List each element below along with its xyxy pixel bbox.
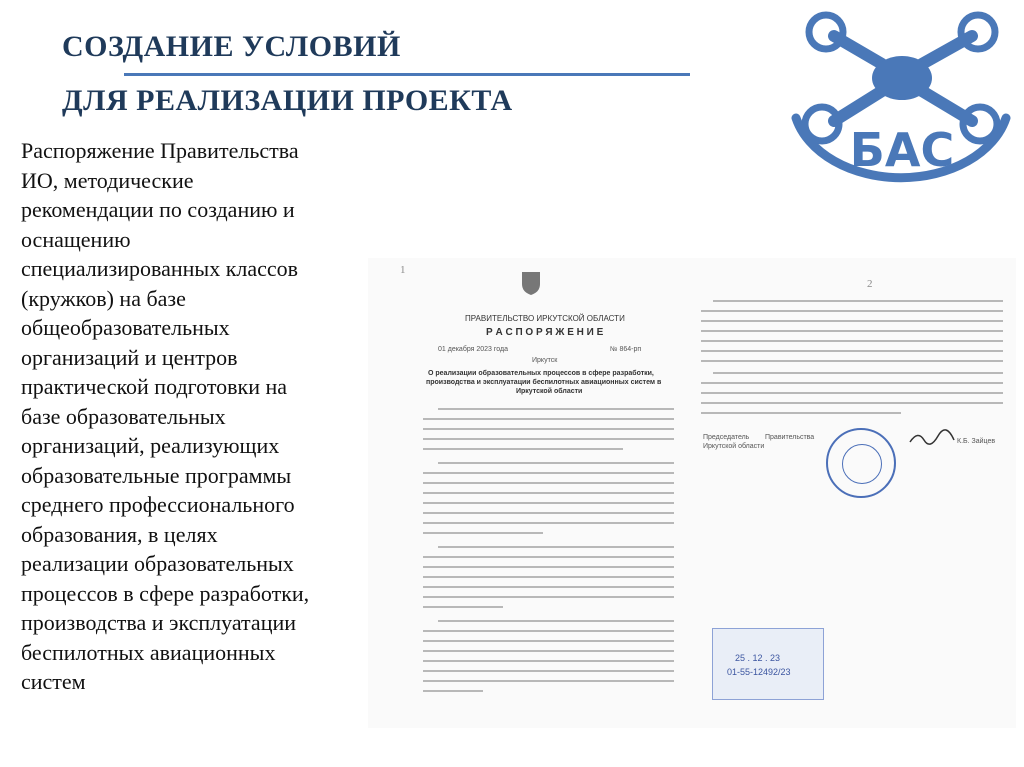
title-underline [124,73,690,76]
decree-document-image [368,258,1016,728]
description-line: ИО, методические [21,167,194,193]
description-line: рекомендации по созданию и [21,197,295,222]
description-line: специализированных классов [21,256,299,281]
description-line: образовательные программы [21,462,292,488]
description-line: (кружков) на базе [21,285,186,311]
subject-line: О реализации образовательных процессов в сфере разработки, [428,370,654,377]
description-line: оснащению [21,226,131,252]
registration-date: 25 . 12 . 23 [735,653,781,663]
description-line: среднего профессионального [21,492,295,517]
signature-title: Председатель [703,434,750,441]
description-line: беспилотных авиационных [21,639,276,665]
description-line: процессов в сфере разработки, [21,580,310,606]
document-number: № 864-рп [610,346,642,353]
document-type: Р А С П О Р Я Ж Е Н И Е [486,327,604,338]
description-line: общеобразовательных [21,315,230,340]
slide-title-line2: ДЛЯ РЕАЛИЗАЦИИ ПРОЕКТА [62,84,513,117]
description-line: организаций и центров [21,344,238,370]
description-line: организаций, реализующих [21,433,280,458]
signatory-name: К.Б. Зайцев [957,438,996,445]
description-line: систем [21,669,86,694]
registration-stamp [712,628,824,700]
description-text [21,136,366,697]
bas-drone-logo [782,6,1018,216]
description-line: Распоряжение Правительства [21,138,299,163]
page-number: 1 [400,264,406,276]
subject-line: Иркутской области [516,388,583,395]
description-line: базе образовательных [21,403,226,429]
subject-line: производства и эксплуатации беспилотных авиационных систем в [426,379,662,386]
logo-text: БАС [849,123,955,177]
signature-region: Иркутской области [703,443,765,450]
document-city: Иркутск [532,357,558,364]
registration-number: 01-55-12492/23 [727,667,791,677]
coat-of-arms-icon [520,270,542,296]
page-number: 2 [867,278,873,290]
slide-title-line1: СОЗДАНИЕ УСЛОВИЙ [62,30,401,63]
description-line: производства и эксплуатации [21,610,297,635]
official-seal-stamp [826,428,896,498]
description-line: образования, в целях [21,521,218,547]
signature-title-2: Правительства [765,434,815,441]
document-page-1 [368,258,693,728]
description-line: практической подготовки на [21,374,288,399]
description-line: реализации образовательных [21,551,294,576]
document-date: 01 декабря 2023 года [438,346,509,353]
government-name: ПРАВИТЕЛЬСТВО ИРКУТСКОЙ ОБЛАСТИ [465,314,625,323]
signature-icon [908,428,956,448]
